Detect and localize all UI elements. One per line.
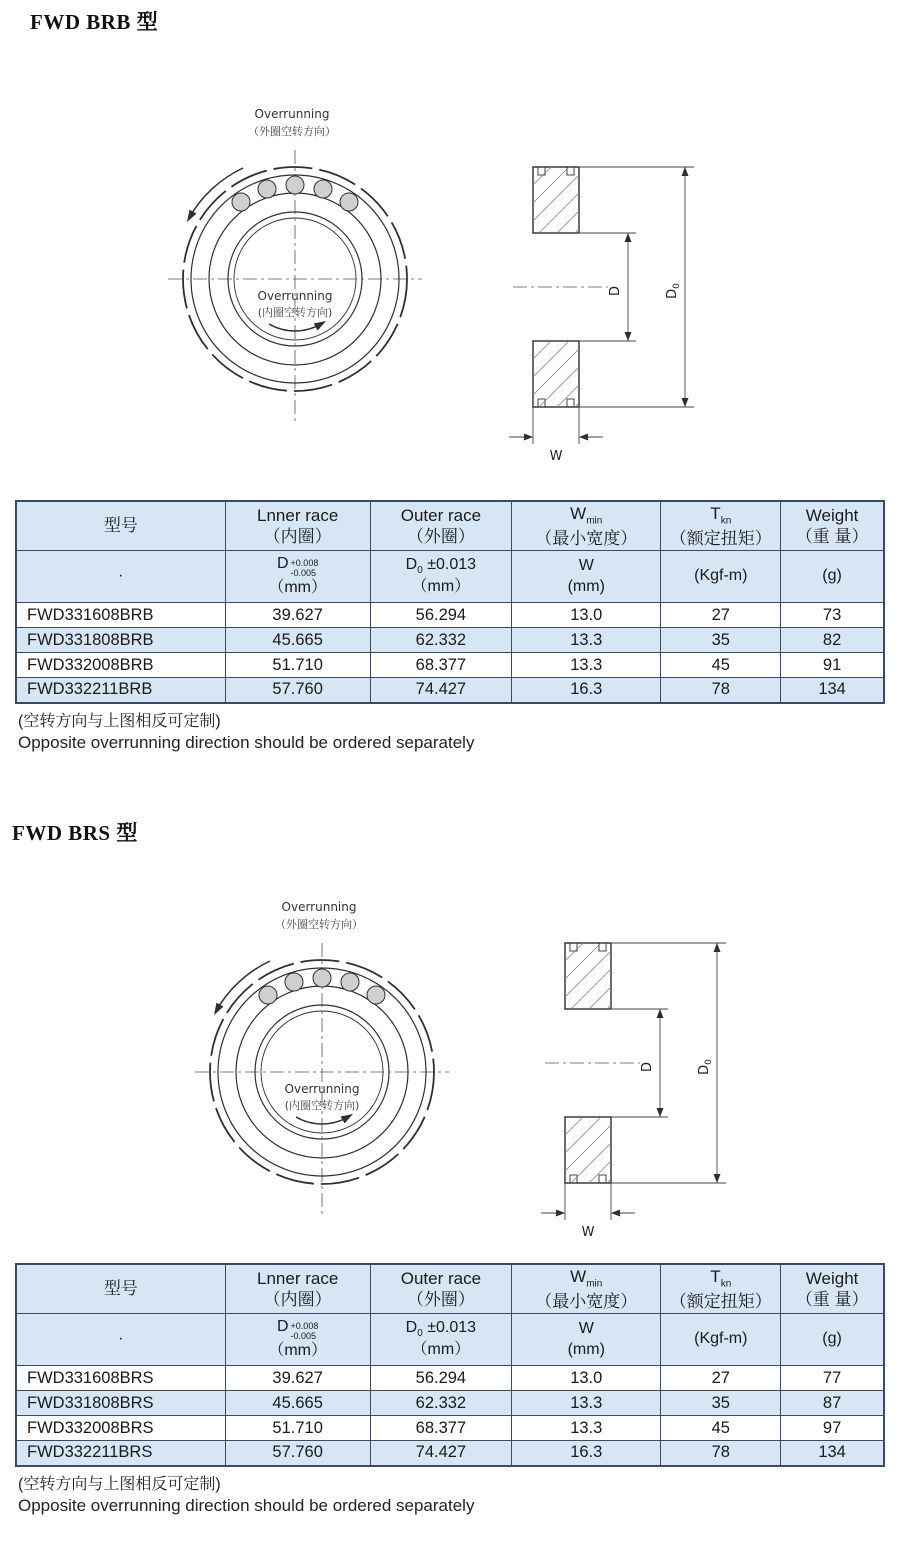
cell-model: FWD332008BRB bbox=[16, 653, 225, 678]
cell-d0: 68.377 bbox=[370, 653, 511, 678]
header-model: 型号 bbox=[16, 1264, 225, 1314]
cell-d0: 74.427 bbox=[370, 678, 511, 703]
cell-weight: 77 bbox=[781, 1366, 884, 1391]
header-row bbox=[16, 501, 884, 551]
cross-section-diagram-brs bbox=[540, 928, 765, 1243]
table-row bbox=[16, 1441, 884, 1466]
front-view-diagram-brb bbox=[140, 104, 450, 434]
front-view-diagram-brs bbox=[167, 897, 477, 1227]
inner-overrunning-label-cn: (内圈空转方向) bbox=[284, 1099, 360, 1112]
cell-d: 39.627 bbox=[225, 1366, 370, 1391]
table-row bbox=[16, 1416, 884, 1441]
cell-w: 13.3 bbox=[512, 1391, 661, 1416]
ring-section bbox=[545, 943, 640, 1183]
dim-d-label: D bbox=[608, 285, 623, 297]
subheader-w: W (mm) bbox=[512, 551, 661, 603]
header-inner-race: Lnner race （内圈） bbox=[225, 501, 370, 551]
dim-d0-label: $D_0$ bbox=[697, 1059, 714, 1075]
outer-overrunning-label: Overrunning bbox=[254, 107, 330, 121]
header-row bbox=[16, 1264, 884, 1314]
subheader-d: D +0.008 -0.005 （mm） bbox=[225, 1314, 370, 1366]
cell-tkn: 45 bbox=[661, 1416, 781, 1441]
custom-order-note-en: Opposite overrunning direction should be ordered separately bbox=[18, 1496, 475, 1515]
cell-d0: 56.294 bbox=[370, 1366, 511, 1391]
custom-order-note-en: Opposite overrunning direction should be ordered separately bbox=[18, 733, 475, 752]
cell-w: 13.0 bbox=[512, 1366, 661, 1391]
cell-d0: 68.377 bbox=[370, 1416, 511, 1441]
cell-w: 13.3 bbox=[512, 653, 661, 678]
header-weight: Weight （重 量） bbox=[781, 1264, 884, 1314]
cell-weight: 73 bbox=[781, 603, 884, 628]
cell-w: 16.3 bbox=[512, 1441, 661, 1466]
spec-table-brb bbox=[15, 500, 885, 704]
ring-section bbox=[513, 167, 608, 407]
header-weight: Weight （重 量） bbox=[781, 501, 884, 551]
section-title-brb: FWD BRB 型 bbox=[30, 10, 159, 34]
cell-tkn: 78 bbox=[661, 1441, 781, 1466]
dim-d-label: D bbox=[640, 1061, 655, 1073]
cell-d: 57.760 bbox=[225, 678, 370, 703]
cell-w: 16.3 bbox=[512, 678, 661, 703]
table-row bbox=[16, 653, 884, 678]
cell-model: FWD331808BRS bbox=[16, 1391, 225, 1416]
custom-order-note-cn: (空转方向与上图相反可定制) bbox=[18, 1476, 221, 1493]
outer-overrunning-label-cn: （外圈空转方向） bbox=[275, 918, 363, 931]
cell-weight: 97 bbox=[781, 1416, 884, 1441]
cell-model: FWD331808BRB bbox=[16, 628, 225, 653]
table-row bbox=[16, 1366, 884, 1391]
subheader-tkn-unit: (Kgf-m) bbox=[661, 551, 781, 603]
table-row bbox=[16, 603, 884, 628]
custom-order-note-cn: (空转方向与上图相反可定制) bbox=[18, 713, 221, 730]
cell-weight: 82 bbox=[781, 628, 884, 653]
cell-d: 51.710 bbox=[225, 653, 370, 678]
dim-w-label: W bbox=[549, 449, 563, 464]
cell-d0: 62.332 bbox=[370, 628, 511, 653]
cell-tkn: 27 bbox=[661, 603, 781, 628]
cell-model: FWD332211BRS bbox=[16, 1441, 225, 1466]
subheader-d: D +0.008 -0.005 （mm） bbox=[225, 551, 370, 603]
cell-tkn: 78 bbox=[661, 678, 781, 703]
subheader-model: · bbox=[16, 551, 225, 603]
header-model: 型号 bbox=[16, 501, 225, 551]
section-title-brs: FWD BRS 型 bbox=[12, 821, 138, 845]
cell-tkn: 35 bbox=[661, 1391, 781, 1416]
cell-d0: 56.294 bbox=[370, 603, 511, 628]
dim-w-label: W bbox=[581, 1225, 595, 1240]
dimension-w bbox=[541, 1183, 635, 1240]
subheader-row bbox=[16, 1314, 884, 1366]
subheader-w: W (mm) bbox=[512, 1314, 661, 1366]
subheader-d0: $D_0 \pm 0.013$ （mm） bbox=[370, 1314, 511, 1366]
table-row bbox=[16, 1391, 884, 1416]
cell-model: FWD331608BRB bbox=[16, 603, 225, 628]
cell-model: FWD331608BRS bbox=[16, 1366, 225, 1391]
cell-w: 13.3 bbox=[512, 1416, 661, 1441]
cell-tkn: 45 bbox=[661, 653, 781, 678]
inner-overrunning-label-cn: (内圈空转方向) bbox=[257, 306, 333, 319]
outer-overrunning-label: Overrunning bbox=[281, 900, 357, 914]
cell-model: FWD332211BRB bbox=[16, 678, 225, 703]
subheader-model: · bbox=[16, 1314, 225, 1366]
cell-d0: 74.427 bbox=[370, 1441, 511, 1466]
table-row bbox=[16, 678, 884, 703]
cell-weight: 134 bbox=[781, 678, 884, 703]
outer-overrunning-label-cn: （外圈空转方向） bbox=[248, 125, 336, 138]
cell-d: 57.760 bbox=[225, 1441, 370, 1466]
inner-overrunning-label: Overrunning bbox=[257, 289, 333, 303]
inner-rotation-arrow bbox=[296, 1114, 353, 1124]
cell-d: 39.627 bbox=[225, 603, 370, 628]
header-wmin: $W_{min}$ （最小宽度） bbox=[512, 1264, 661, 1314]
spec-table-brs bbox=[15, 1263, 885, 1467]
header-tkn: $T_{kn}$ （额定扭矩） bbox=[661, 1264, 781, 1314]
dim-d0-label: $D_0$ bbox=[665, 283, 682, 299]
subheader-tkn-unit: (Kgf-m) bbox=[661, 1314, 781, 1366]
header-inner-race: Lnner race （内圈） bbox=[225, 1264, 370, 1314]
subheader-d0: $D_0 \pm 0.013$ （mm） bbox=[370, 551, 511, 603]
header-tkn: $T_{kn}$ （额定扭矩） bbox=[661, 501, 781, 551]
subheader-row bbox=[16, 551, 884, 603]
cell-weight: 87 bbox=[781, 1391, 884, 1416]
cell-d: 45.665 bbox=[225, 628, 370, 653]
cell-d0: 62.332 bbox=[370, 1391, 511, 1416]
header-wmin: $W_{min}$ （最小宽度） bbox=[512, 501, 661, 551]
subheader-weight-unit: (g) bbox=[781, 1314, 884, 1366]
dimension-w bbox=[509, 407, 603, 464]
cell-weight: 134 bbox=[781, 1441, 884, 1466]
cell-w: 13.0 bbox=[512, 603, 661, 628]
header-outer-race: Outer race （外圈） bbox=[370, 501, 511, 551]
table-row bbox=[16, 628, 884, 653]
cross-section-diagram-brb bbox=[508, 152, 733, 467]
dimension-d bbox=[579, 233, 636, 341]
cell-weight: 91 bbox=[781, 653, 884, 678]
subheader-weight-unit: (g) bbox=[781, 551, 884, 603]
inner-rotation-arrow bbox=[269, 321, 326, 331]
header-outer-race: Outer race （外圈） bbox=[370, 1264, 511, 1314]
cell-w: 13.3 bbox=[512, 628, 661, 653]
dimension-d bbox=[611, 1009, 668, 1117]
cell-model: FWD332008BRS bbox=[16, 1416, 225, 1441]
cell-tkn: 35 bbox=[661, 628, 781, 653]
cell-tkn: 27 bbox=[661, 1366, 781, 1391]
cell-d: 51.710 bbox=[225, 1416, 370, 1441]
cell-d: 45.665 bbox=[225, 1391, 370, 1416]
inner-overrunning-label: Overrunning bbox=[284, 1082, 360, 1096]
